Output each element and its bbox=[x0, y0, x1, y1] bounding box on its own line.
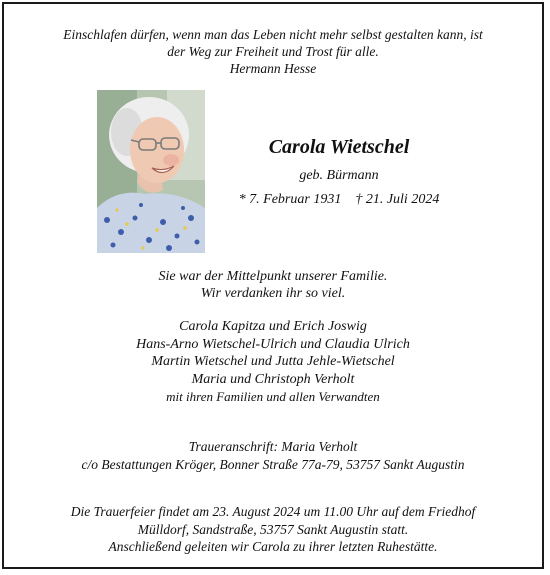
mourner-entry: Martin Wietschel und Jutta Jehle-Wietschel bbox=[151, 354, 395, 369]
mourner-entry: Maria und Christoph Verholt bbox=[191, 371, 355, 387]
mourners-list bbox=[14, 318, 532, 406]
service-line: Mülldorf, Sandstraße, 53757 Sankt Augustin statt. bbox=[137, 521, 409, 537]
maiden-name: geb. Bürmann bbox=[299, 168, 379, 183]
deceased-info bbox=[219, 134, 459, 208]
quote-line: der Weg zur Freiheit und Trost für alle. bbox=[167, 44, 379, 59]
portrait-photo bbox=[97, 90, 205, 253]
quote-author: Hermann Hesse bbox=[229, 61, 317, 76]
birth-date: * 7. Februar 1931 bbox=[238, 192, 342, 207]
condolence-address bbox=[14, 438, 532, 474]
tribute-text bbox=[14, 268, 532, 302]
mourner-entry: Hans-Arno Wietschel-Ulrich und Claudia Ulrich bbox=[136, 336, 410, 352]
address-line: c/o Bestattungen Kröger, Bonner Straße 77a-79, 53757 Sankt Augustin bbox=[81, 457, 465, 472]
life-dates bbox=[219, 192, 459, 208]
death-date: † 21. Juli 2024 bbox=[355, 192, 440, 207]
mourners-closing: mit ihren Familien und allen Verwandten bbox=[166, 389, 380, 404]
quote-line: Einschlafen dürfen, wenn man das Leben nicht mehr selbst gestalten kann, ist bbox=[63, 27, 483, 42]
obituary-frame bbox=[2, 2, 544, 569]
tribute-line: Wir verdanken ihr so viel. bbox=[200, 286, 346, 301]
mourner-entry: Carola Kapitza und Erich Joswig bbox=[179, 319, 367, 334]
service-line: Die Trauerfeier findet am 23. August 2024 um 11.00 Uhr auf dem Friedhof bbox=[70, 504, 476, 519]
deceased-name: Carola Wietschel bbox=[268, 136, 410, 158]
address-line: Traueranschrift: Maria Verholt bbox=[188, 439, 358, 454]
funeral-service-info bbox=[14, 503, 532, 556]
tribute-line: Sie war der Mittelpunkt unserer Familie. bbox=[158, 269, 388, 284]
service-line: Anschließend geleiten wir Carola zu ihrer letzten Ruhestätte. bbox=[108, 539, 438, 554]
quote-block bbox=[14, 26, 532, 77]
